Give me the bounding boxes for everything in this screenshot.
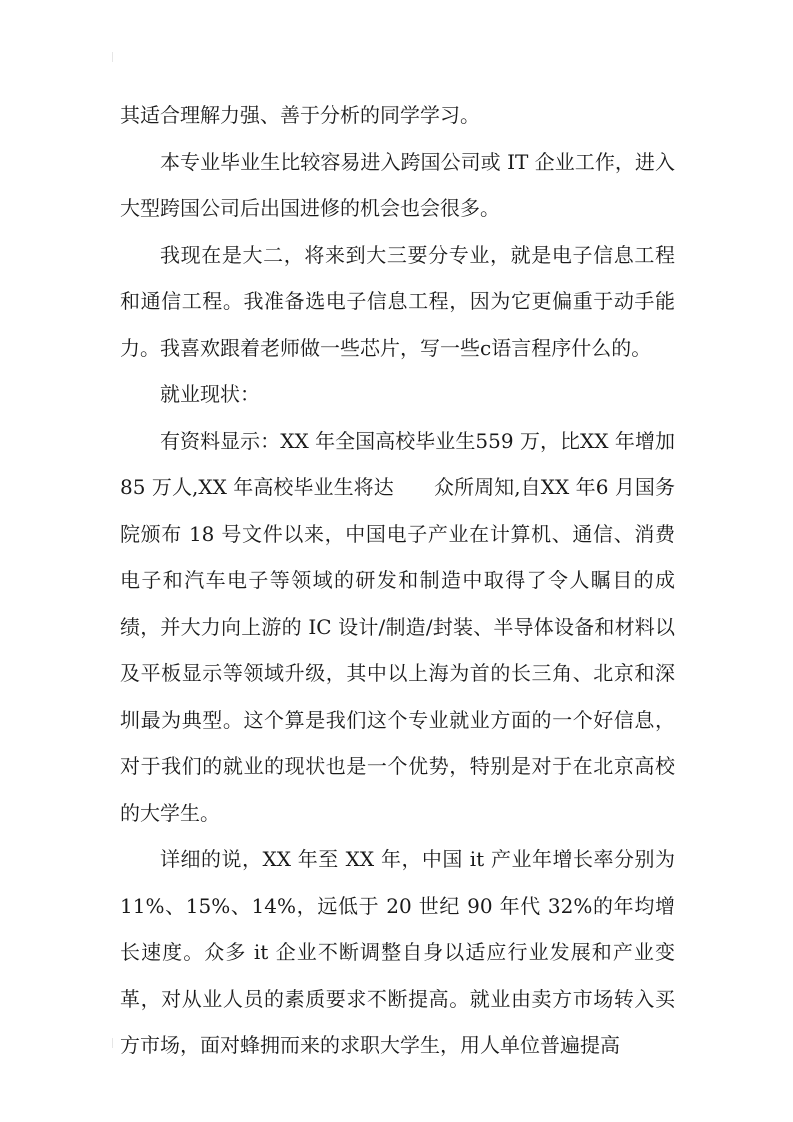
- paragraph: 本专业毕业生比较容易进入跨国公司或 IT 企业工作，进入大型跨国公司后出国进修的机会也会很多。: [120, 149, 675, 220]
- section-heading: 就业现状：: [160, 382, 260, 406]
- paragraph: 我现在是大二，将来到大三要分专业，就是电子信息工程和通信工程。我准备选电子信息工程，因为它更偏重于动手能力。我喜欢跟着老师做一些芯片，写一些c语言程序什么的。: [120, 242, 675, 360]
- body-text: [120, 92, 675, 1069]
- paragraph: 有资料显示：XX 年全国高校毕业生559 万，比XX 年增加85 万人,XX 年高校毕业生将达 众所周知,自XX 年6 月国务院颁布 18 号文件以来，中国电子产业在计算机、通信、消费电子和汽车电子等领域的研发和制造中取得了令人瞩目的成绩，并大力向上游的 IC 设计/制造/封装、半导体设备和材料以及平板显示等领域升级，其中以上海为首的长三角、北京和深圳最为典型。这个算是我们这个专业就业方面的一个好信息，对于我们的就业的现状也是一个优势，特别是对于在北京高校的大学生。: [120, 428, 675, 825]
- paragraph: 详细的说，XX 年至 XX 年，中国 it 产业年增长率分别为 11%、15%、14%，远低于 20 世纪 90 年代 32%的年均增长速度。众多 it 企业不断调整自身以适应行业发展和产业变革，对从业人员的素质要求不断提高。就业由卖方市场转入买方市场，面对蜂拥而来的求职大学生，用人单位普遍提高: [120, 847, 675, 1057]
- paragraph: 其适合理解力强、善于分析的同学学习。: [120, 103, 480, 127]
- page-corner-mark-top: [112, 52, 123, 62]
